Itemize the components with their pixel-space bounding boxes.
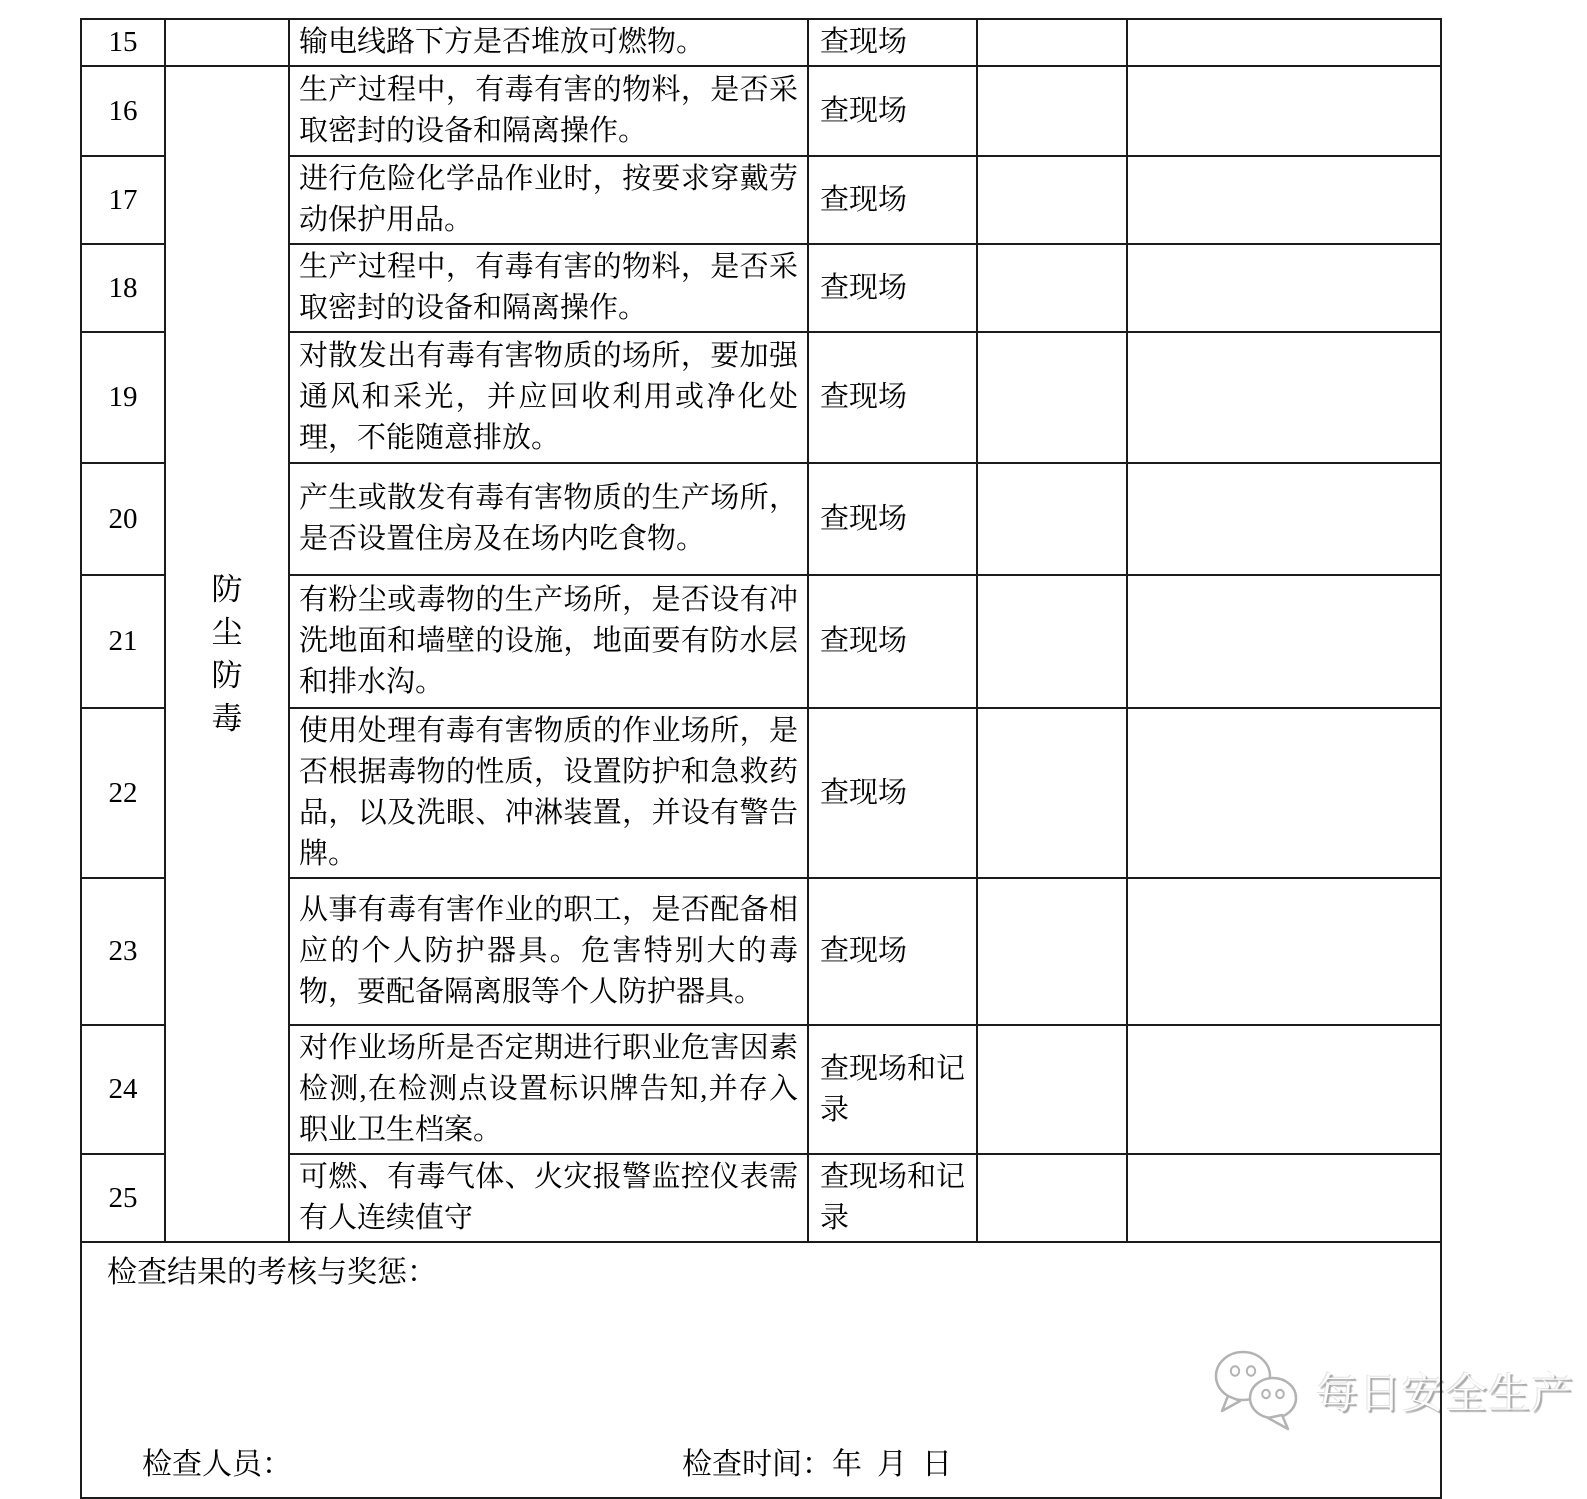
method-cell: 查现场 [808,878,977,1025]
method-cell: 查现场 [808,463,977,575]
result-cell [977,19,1127,66]
content-cell: 进行危险化学品作业时，按要求穿戴劳动保护用品。 [289,156,808,244]
content-cell: 有粉尘或毒物的生产场所，是否设有冲洗地面和墙壁的设施，地面要有防水层和排水沟。 [289,575,808,708]
remark-cell [1127,1025,1441,1154]
content-cell: 使用处理有毒有害物质的作业场所，是否根据毒物的性质，设置防护和急救药品，以及洗眼、冲淋装置，并设有警告牌。 [289,708,808,878]
method-cell: 查现场 [808,708,977,878]
assessment-label: 检查结果的考核与奖惩： [107,1256,437,1289]
time-label: 检查时间： [682,1448,832,1481]
row-number-cell: 16 [81,66,165,156]
row-number-cell: 22 [81,708,165,878]
remark-cell [1127,244,1441,332]
remark-cell [1127,19,1441,66]
category-label: 防尘防毒 [211,572,243,736]
result-cell [977,156,1127,244]
result-cell [977,463,1127,575]
row-number-cell: 23 [81,878,165,1025]
method-cell: 查现场和记录 [808,1025,977,1154]
category-cell [165,66,289,1242]
result-cell [977,332,1127,463]
row-number-cell: 19 [81,332,165,463]
category-cell-empty [165,19,289,66]
content-cell: 生产过程中，有毒有害的物料，是否采取密封的设备和隔离操作。 [289,66,808,156]
method-cell: 查现场 [808,19,977,66]
row-number-cell: 18 [81,244,165,332]
remark-cell [1127,878,1441,1025]
row-number-cell: 20 [81,463,165,575]
content-cell: 对散发出有毒有害物质的场所，要加强通风和采光，并应回收利用或净化处理，不能随意排放。 [289,332,808,463]
method-cell: 查现场 [808,244,977,332]
footer-row [81,1242,1441,1498]
footer-cell [81,1242,1441,1498]
result-cell [977,878,1127,1025]
method-cell: 查现场 [808,156,977,244]
method-cell: 查现场 [808,575,977,708]
remark-cell [1127,156,1441,244]
watermark-text: 每日安全生产 [1316,1371,1575,1418]
result-cell [977,1154,1127,1242]
remark-cell [1127,575,1441,708]
content-cell: 可燃、有毒气体、火灾报警监控仪表需有人连续值守 [289,1154,808,1242]
remark-cell [1127,708,1441,878]
result-cell [977,708,1127,878]
result-cell [977,575,1127,708]
row-number-cell: 24 [81,1025,165,1154]
inspection-checklist-table [80,18,1442,1499]
result-cell [977,66,1127,156]
content-cell: 生产过程中，有毒有害的物料，是否采取密封的设备和隔离操作。 [289,244,808,332]
row-number-cell: 25 [81,1154,165,1242]
row-number-cell: 21 [81,575,165,708]
inspector-label: 检查人员： [142,1448,292,1481]
remark-cell [1127,1154,1441,1242]
table-row [81,19,1441,66]
method-cell: 查现场和记录 [808,1154,977,1242]
row-number-cell: 15 [81,19,165,66]
remark-cell [1127,332,1441,463]
content-cell: 输电线路下方是否堆放可燃物。 [289,19,808,66]
result-cell [977,1025,1127,1154]
remark-cell [1127,463,1441,575]
method-cell: 查现场 [808,66,977,156]
content-cell: 从事有毒有害作业的职工，是否配备相应的个人防护器具。危害特别大的毒物，要配备隔离服等个人防护器具。 [289,878,808,1025]
content-cell: 对作业场所是否定期进行职业危害因素检测,在检测点设置标识牌告知,并存入职业卫生档案。 [289,1025,808,1154]
table-row [81,66,1441,156]
method-cell: 查现场 [808,332,977,463]
inspection-time [682,1439,952,1483]
row-number-cell: 17 [81,156,165,244]
date-placeholder: 年 月 日 [832,1448,952,1481]
content-cell: 产生或散发有毒有害物质的生产场所，是否设置住房及在场内吃食物。 [289,463,808,575]
result-cell [977,244,1127,332]
remark-cell [1127,66,1441,156]
